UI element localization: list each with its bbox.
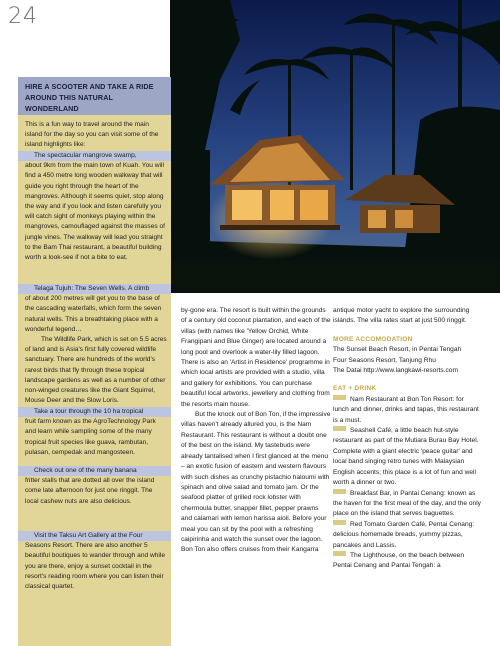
sidebar-item-lead: The spectacular mangrove swamp, bbox=[18, 151, 171, 161]
paragraph: antique motor yacht to explore the surrounding islands. The villa rates start at just 500 ringgit. bbox=[333, 307, 470, 325]
sidebar-item-lead: Visit the Taksu Art Gallery at the Four bbox=[18, 531, 171, 541]
bullet-marker bbox=[333, 395, 346, 400]
page-number: 24 bbox=[8, 4, 38, 29]
sidebar-item-taksu: Visit the Taksu Art Gallery at the Four Seasons Resort. There are also another 5 beautiful boutiques to wander through and while you are there, enjoy a sunset cocktail in the resort's reading room where you can listen their classical quartet. bbox=[18, 531, 171, 592]
bullet-marker bbox=[333, 551, 346, 556]
sidebar-item-seven-wells: Telaga Tujuh: The Seven Wells. A climb of about 200 metres will get you to the base of the cascading waterfalls, which form the seven natural wells. This a breathtaking place with a wonderful legend… The Wildlife Park, which is set on 5.5 acres of land and is Asia's first fully covered wildlife sanctuary. There are hundreds of the world's rarest birds that fly through these tropical landscape gardens as well as a number of other non-winged creatures like the Giant Squirrel, Mouse Deer and the Slow Loris. bbox=[18, 284, 171, 406]
bullet-marker bbox=[333, 426, 346, 431]
article-column-2 bbox=[181, 306, 331, 556]
eat-item: Nam Restaurant at Bon Ton Resort: for lunch and dinner, drinks and tapas, this restaurant is a must. bbox=[333, 395, 479, 424]
resort-photo bbox=[170, 0, 500, 293]
sidebar-title: HIRE A SCOOTER AND TAKE A RIDE AROUND THIS NATURAL WONDERLAND bbox=[18, 77, 171, 115]
paragraph: by-gone era. The resort is built within the grounds of a century old coconut plantation, and each of the villas (with names like 'Yellow Orchid, White Frangipani and Blue Ginger) are located around a long pool and overlook a water-lily filled lagoon. There is also an 'Artist in Residence' programme in which local artists are provided with a studio, villa and gallery for exhibitions. You can purchase beautiful local artworks, jewellery and clothing from the resorts main house. bbox=[181, 307, 331, 408]
eat-item: Seashell Café, a little beach hut-style restaurant as part of the Mutiara Burau Bay Hotel. Complete with a giant electric 'peace guitar' and local band singing retro tunes with Malaysian English accents; this place is a lot of fun and well worth a dinner or two. bbox=[333, 427, 479, 487]
accommodation-item: The Datai http://www.langkawi-resorts.com bbox=[333, 367, 458, 375]
sidebar-intro: This is a fun way to travel around the main island for the day so you can visit some of the island highlights like: bbox=[25, 121, 159, 149]
sidebar-item-fruit-farm: Take a tour through the 10 ha tropical fruit farm known as the AgroTechnology Park and learn while sampling some of the many tropical fruit species like guava, rambutan, pulasan, cempedak and mangosteen. bbox=[18, 407, 171, 458]
accommodation-item: Four Seasons Resort, Tanjung Rhu bbox=[333, 356, 436, 364]
sidebar-item-wildlife: The Wildlife Park, which is set on 5.5 acres of land and is Asia's first fully covered wildlife sanctuary. There are hundreds of the world's rarest birds that fly through these tropical landscape gardens as well as a number of other non-winged creatures like the Giant Squirrel, Mouse Deer and the Slow Loris. bbox=[25, 336, 167, 405]
eat-item: Breakfast Bar, in Pantai Cenang: known as the haven for the first meal of the day, and the only place on the island that serves baguettes. bbox=[333, 489, 481, 518]
accommodation-item: The Sunset Beach Resort, in Pentai Tengah bbox=[333, 346, 462, 354]
paragraph: But the knock out of Bon Ton, if the impressive villas haven't already allured you, is the Nam Restaurant. This restaurant is without a doubt one of the best on the island. My tastebuds were already tantalised when I first glanced at the menu – an exotic fusion of eastern and western flavours with such dishes as crunchy pistachio haloumi with spinach and olive salad and tomato jam. Or the seafood platter of grilled rock lobster with chermoula butter, snapper fillet, pepper prawns and calamari with lemon harissa aioli. Before your meal you can sit by the pool with a refreshing caipirinha and watch the sunset over the lagoon. Bon Ton also offers cruises from their Kangarra bbox=[181, 411, 331, 554]
article-column-3 bbox=[333, 306, 481, 572]
eat-item: Red Tomato Garden Café, Pentai Cenang: delicious homemade breads, yummy pizzas, pancakes and Lassis. bbox=[333, 520, 475, 549]
sidebar-item-mangrove: The spectacular mangrove swamp, about 9km from the main town of Kuah. You will find a 450 metre long wooden walkway that will guide you right through the heart of the mangroves. Although it seems quiet, stop along the way and if you look and listen carefully you will catch sight of monkeys playing within the mangroves, camouflaged against the masses of jungle vines. The walkway will lead you straight to the Bam Thai restaurant, a beautiful building worth a look-see if not a bite to eat. bbox=[18, 151, 171, 263]
bullet-marker bbox=[333, 489, 346, 494]
eat-item: The Lighthouse, on the beach between Pentai Cenang and Pantai Tengah: a bbox=[333, 551, 465, 570]
sidebar-item-lead: Check out one of the many banana bbox=[18, 466, 171, 476]
section-heading-eat-drink: EAT + DRINK bbox=[333, 385, 377, 393]
sidebar-item-banana: Check out one of the many banana fritter stalls that are dotted all over the island come late afternoon for just one ringgit. The local cashew nuts are also delicious. bbox=[18, 466, 171, 507]
section-heading-accommodation: MORE ACCOMODATION bbox=[333, 335, 413, 343]
sidebar-item-lead: Telaga Tujuh: The Seven Wells. A climb bbox=[18, 284, 171, 294]
bullet-marker bbox=[333, 520, 346, 525]
sidebar-item-lead: Take a tour through the 10 ha tropical bbox=[18, 407, 171, 417]
